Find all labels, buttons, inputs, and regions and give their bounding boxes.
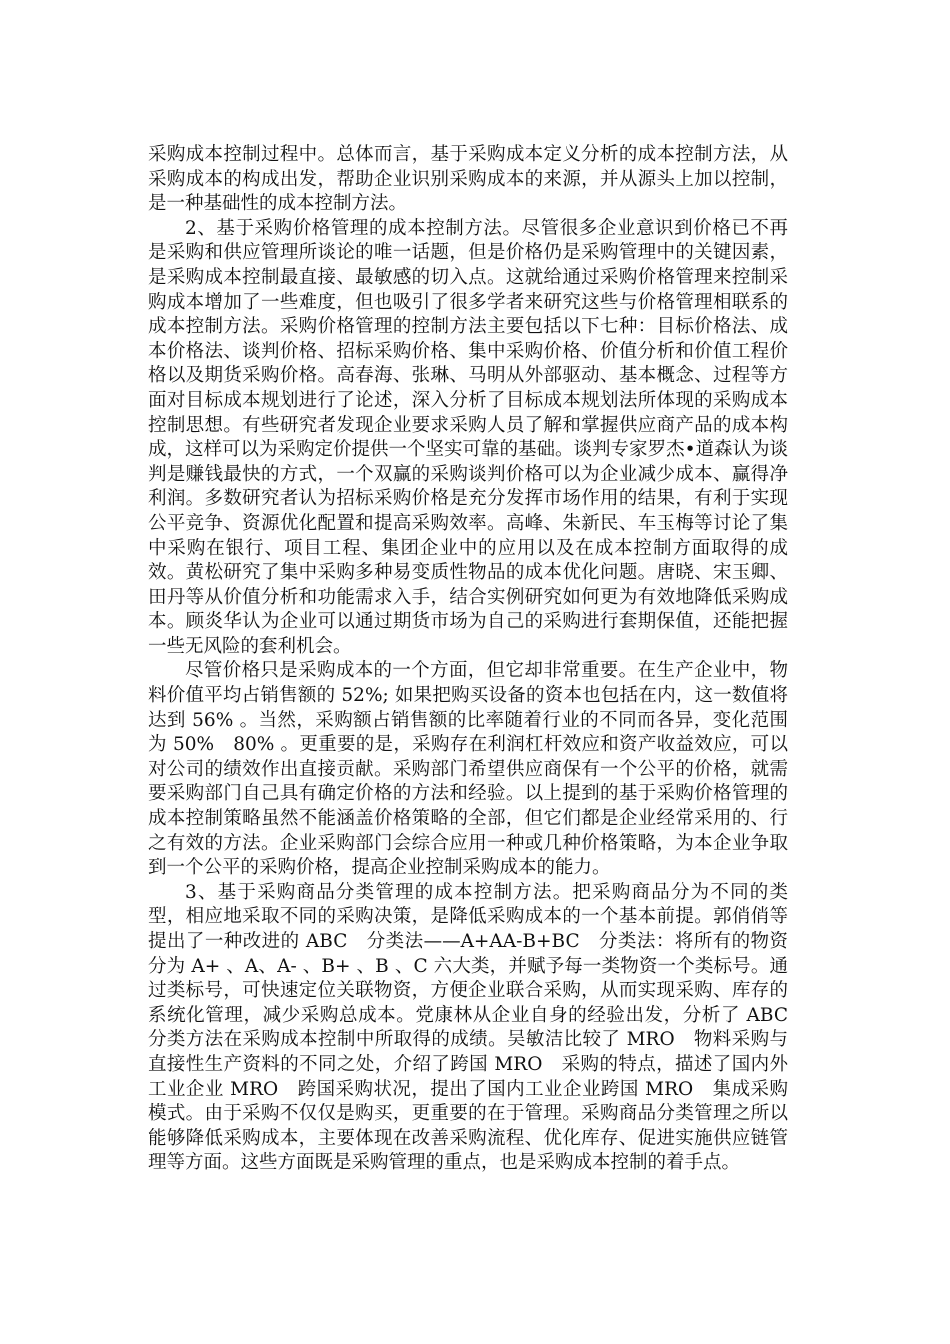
paragraph-category-management: 3、基于采购商品分类管理的成本控制方法。把采购商品分为不同的类型，相应地采取不同的采购决策，是降低采购成本的一个基本前提。郭俏俏等提出了一种改进的 ABC 分类法——A+AA-B+BC 分类法：将所有的物资分为 A+ 、A、A- 、B+ 、B 、C 六大类，并赋予每一类物资一个类标号。通过类标号，可快速定位关联物资，方便企业联合采购，从而实现采购、库存的系统化管理，减少采购总成本。党康林从企业自身的经验出发，分析了 ABC 分类方法在采购成本控制中所取得的成绩。吴敏洁比较了 MRO 物料采购与直接性生产资料的不同之处，介绍了跨国 MRO 采购的特点，描述了国内外工业企业 MRO 跨国采购状况，提出了国内工业企业跨国 MRO 集成采购模式。由于采购不仅仅是购买，更重要的在于管理。采购商品分类管理之所以能够降低采购成本，主要体现在改善采购流程、优化库存、促进实施供应链管理等方面。这些方面既是采购管理的重点，也是采购成本控制的着手点。	[148, 881, 807, 1174]
paragraph-price-importance: 尽管价格只是采购成本的一个方面，但它却非常重要。在生产企业中，物料价值平均占销售额的 52%; 如果把购买设备的资本也包括在内，这一数值将达到 56% 。当然，采购额占销售额的比率随着行业的不同而各异，变化范围为 50% 80% 。更重要的是，采购存在利润杠杆效应和资产收益效应，可以对公司的绩效作出直接贡献。采购部门希望供应商保有一个公平的价格，就需要采购部门自己具有确定价格的方法和经验。以上提到的基于采购价格管理的成本控制策略虽然不能涵盖价格策略的全部，但它们都是企业经常采用的、行之有效的方法。企业采购部门会综合应用一种或几种价格策略，为本企业争取到一个公平的采购价格，提高企业控制采购成本的能力。	[148, 660, 788, 879]
paragraph-price-management: 2、基于采购价格管理的成本控制方法。尽管很多企业意识到价格已不再是采购和供应管理所谈论的唯一话题，但是价格仍是采购管理中的关键因素，是采购成本控制最直接、最敏感的切入点。这就给通过采购价格管理来控制采购成本增加了一些难度，但也吸引了很多学者来研究这些与价格管理相联系的成本控制方法。采购价格管理的控制方法主要包括以下七种：目标价格法、成本价格法、谈判价格、招标采购价格、集中采购价格、价值分析和价值工程价格以及期货采购价格。高春海、张琳、马明从外部驱动、基本概念、过程等方面对目标成本规划进行了论述，深入分析了目标成本规划法所体现的采购成本控制思想。有些研究者发现企业要求采购人员了解和掌握供应商产品的成本构成，这样可以为采购定价提供一个坚实可靠的基础。谈判专家罗杰•道森认为谈判是赚钱最快的方式，一个双赢的采购谈判价格可以为企业减少成本、赢得净利润。多数研究者认为招标采购价格是充分发挥市场作用的结果，有利于实现公平竞争、资源优化配置和提高采购效率。高峰、朱新民、车玉梅等讨论了集中采购在银行、项目工程、集团企业中的应用以及在成本控制方面取得的成效。黄松研究了集中采购多种易变质性物品的成本优化问题。唐晓、宋玉卿、田丹等从价值分析和功能需求入手，结合实例研究如何更为有效地降低采购成本。顾炎华认为企业可以通过期货市场为自己的采购进行套期保值，还能把握一些无风险的套利机会。	[148, 217, 788, 657]
paragraph-intro-conclusion: 采购成本控制过程中。总体而言，基于采购成本定义分析的成本控制方法，从采购成本的构成出发，帮助企业识别采购成本的来源，并从源头上加以控制，是一种基础性的成本控制方法。	[148, 144, 788, 215]
body-text	[148, 143, 807, 1176]
